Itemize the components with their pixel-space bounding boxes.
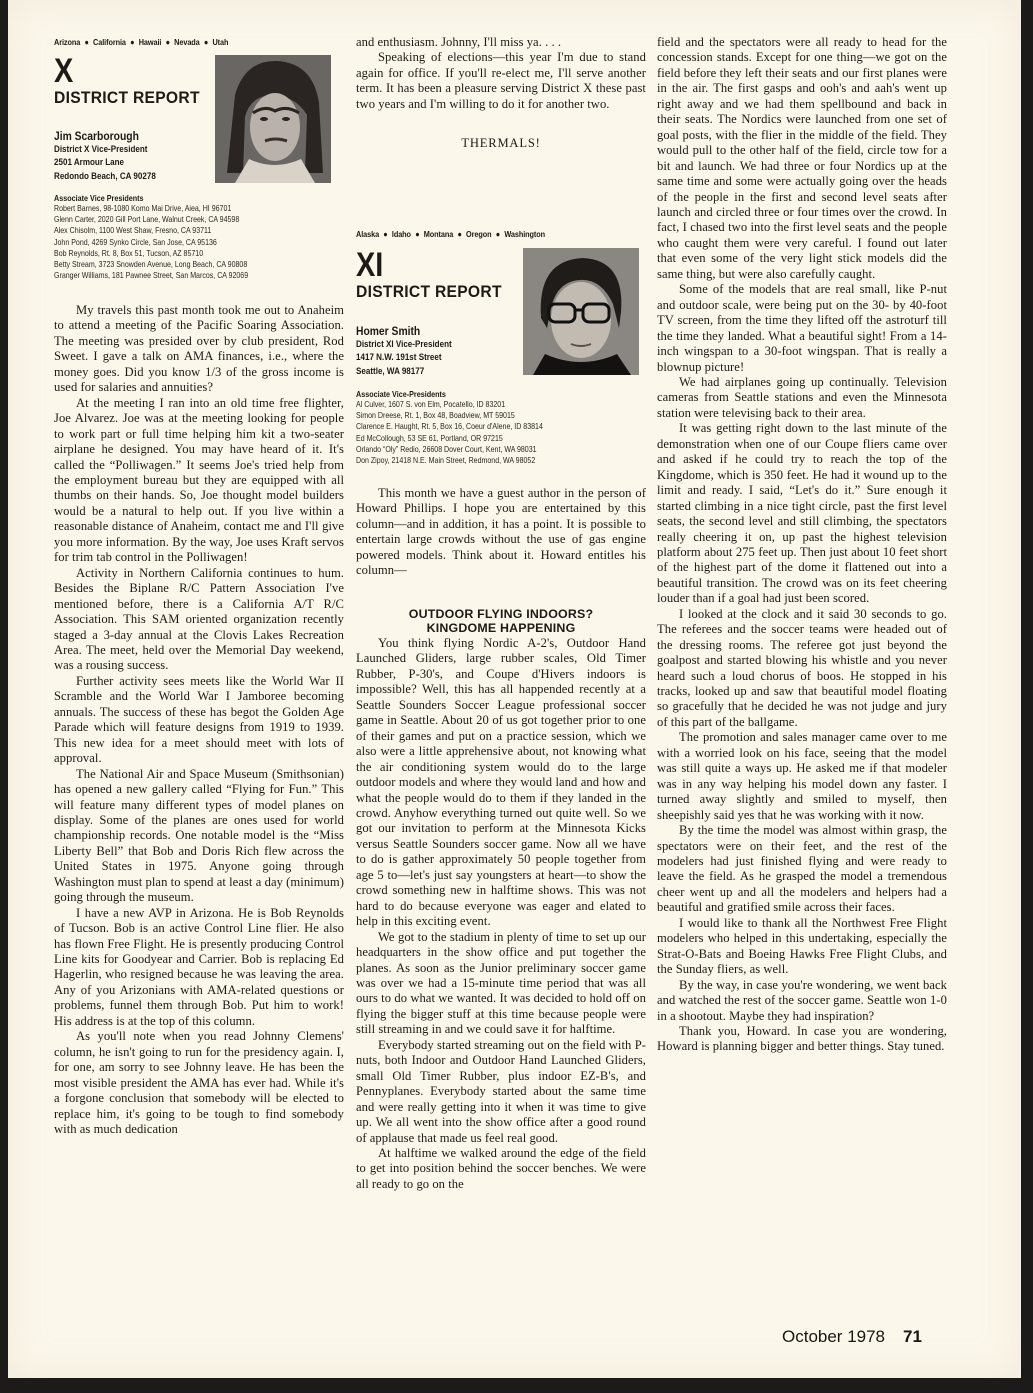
vp-address-line-1: 1417 N.W. 191st Street — [356, 352, 442, 364]
issue-date: October 1978 — [782, 1327, 886, 1346]
paragraph: Some of the models that are real small, like P-nut and outdoor scale, were being put on the 30- by 40-foot TV screen, from the time they lifted off the astroturf till the time they landed. What a beautiful sight! From a 14-inch wingspan to a 30-foot wingspan. That is really a blownup picture! — [657, 282, 947, 374]
paragraph: We had airplanes going up continually. Television cameras from Seattle stations and even the Minnesota station were televising back to their area. — [657, 374, 947, 420]
associate-entry: Orlando “Oly” Redio, 26608 Dover Court, Kent, WA 98031 — [356, 444, 537, 454]
associate-entry: Ed McCollough, 53 SE 61, Portland, OR 97215 — [356, 433, 503, 443]
associate-entry: Robert Barnes, 98-1080 Komo Mai Drive, Aiea, HI 96701 — [54, 204, 232, 213]
article-heading-line-2: KINGDOME HAPPENING — [426, 621, 576, 635]
district-x-states: Arizona ● California ● Hawaii ● Nevada ● Utah — [54, 37, 229, 47]
paragraph: At the meeting I ran into an old time free flighter, Joe Alvarez. Joe was at the meeting looking for people to work part or full time helping him kit a two-seater airplane he designed. You may have heard of it. It's called the “Polliwagen.” It seems Joe's tried help from the employment bureau but they are equipped with all thumbs on their hands. So, Joe thought model builders would be a natural to help out. If you live within a reasonable distance of Anaheim, contact me and I'll give you more information. By the way, Joe uses Kraft servos for trim tab control in the Polliwagen! — [54, 395, 344, 565]
associate-entry: Simon Dreese, Rt. 1, Box 48, Boadview, MT 59015 — [356, 411, 515, 421]
paragraph: At halftime we walked around the edge of the field to get into position behind the soccer benches. We were all ready to go on the — [356, 1145, 646, 1191]
district-xi-states: Alaska ● Idaho ● Montana ● Oregon ● Washington — [356, 229, 546, 239]
associate-entry: Clarence E. Haught, Rt. 5, Box 16, Coeur d'Alene, ID 83814 — [356, 422, 543, 432]
paragraph: This month we have a guest author in the person of Howard Phillips. I hope you are entertained by this column—and in addition, it has a point. It is possible to entertain large crowds without the use of gas engine powered models. Think about it. Howard entitles his column— — [356, 486, 646, 578]
paragraph: field and the spectators were all ready to head for the concession stands. Except for one thing—we got on the field before they left their seats and our first planes were in the air. The first gasps and ooh's and aah's went up right away and we had them spellbound and back in their seats. The Nordics were launched from one set of goal posts, with the flier in the middle of the field. They would pull to the other half of the field, circle tow for a bit and launch. We had three or four Nordics up at the same time and some were actually going over the heads of the people in the first and second level seats after launch and circled three or four times over the crowd. In fact, I chased two into the first level seats and the people who caught them were very careful. I found out later that even some of the very light stick models did the same thing, but were also carefully caught. — [657, 35, 947, 281]
associates-heading: Associate Vice Presidents — [54, 193, 144, 203]
paragraph: You think flying Nordic A-2's, Outdoor Hand Launched Gliders, large rubber scales, Old Timer Rubber, P-30's, and Coupe d'Hivers indoors is impossible? Well, this has all happended recently at a Seattle Sounders Soccer League professional soccer game in Seattle. About 20 of us got together prior to one of their games and put on a practice session, which we also were a little apprehensive about, not knowing what the air conditioning system would do to the large outdoor models and where they would land and how and what the people would do to them if they landed in the crowd. Anyhow everything turned out quite well. So we got our invitation to perform at the Minnesota Kicks versus Seattle Sounders soccer game. Now all we have to do is gather approximately 50 people together from age 5 to—let's just say youngsters at heart—to show the crowd something new in halftime shows. This was not hard to do because everyone was eager and elated to help in this exciting event. — [356, 636, 646, 929]
district-x-vp-photo — [215, 55, 331, 183]
district-x-article-continued — [356, 35, 646, 112]
associate-entry: Al Culver, 1607 S. von Elm, Pocatello, ID 83201 — [356, 400, 506, 409]
article-heading — [356, 607, 646, 635]
vp-name: Jim Scarborough — [54, 129, 139, 143]
district-xi-article-continued — [657, 35, 947, 1055]
paragraph: My travels this past month took me out to Anaheim to attend a meeting of the Pacific Soaring Association. The meeting was presided over by club president, Rod Sweet. I gave a talk on AMA finances, i.e., where the money goes. Did you know 1/3 of the gross income is used for salaries and annuities? — [54, 303, 344, 395]
district-xi-vp-photo — [523, 248, 639, 375]
article-heading-line-1: OUTDOOR FLYING INDOORS? — [408, 607, 594, 621]
paragraph: Thank you, Howard. In case you are wondering, Howard is planning bigger and better things. Stay tuned. — [657, 1024, 947, 1054]
associates-heading: Associate Vice-Presidents — [356, 389, 446, 399]
paragraph: We got to the stadium in plenty of time to set up our headquarters in the show office and put together the planes. As soon as the Junior preliminary soccer game was over we had a 15-minute time period that was all ours to do what we wanted. It was decided to hold off on flying the bigger stuff at this time because people were still streaming in and we could save it for halftime. — [356, 929, 646, 1037]
paragraph: As you'll note when you read Johnny Clemens' column, he isn't going to run for the presidency again. I, for one, am sorry to see Johnny leave. He has been the most visible president the AMA has ever had. While it's a forgone conclusion that somebody will be elected to replace him, it's going to be tough to find somebody with as much dedication — [54, 1029, 344, 1137]
paragraph: I looked at the clock and it said 30 seconds to go. The referees and the soccer teams were headed out of the dressing rooms. The referee got just beyond the goalpost and started blowing his whistle and you never heard such a loud chorus of boos. He stopped in his tracks, looked up and saw that beautiful model floating so gracefully that he decided he was not judge and jury of this part of the ballgame. — [657, 606, 947, 729]
paragraph: Speaking of elections—this year I'm due to stand again for office. If you'll re-elect me, I'll serve another term. It has been a pleasure serving District X these past two years and I'm willing to do it for another two. — [356, 50, 646, 111]
portrait-image — [523, 248, 639, 375]
associate-entry: Bob Reynolds, Rt. 8, Box 51, Tucson, AZ 85710 — [54, 248, 204, 258]
associate-entry: Don Zipoy, 21418 N.E. Main Street, Redmond, WA 98052 — [356, 456, 536, 466]
paragraph: Activity in Northern California continues to hum. Besides the Biplane R/C Pattern Association I've mentioned before, there is a California A/T R/C Association. This SAM oriented organization recently staged a 3-day annual at the Clovis Lakes Recreation Area. The meet, held over the Memorial Day weekend, was a rousing success. — [54, 565, 344, 673]
district-xi-title: DISTRICT REPORT — [356, 282, 502, 301]
paragraph: Further activity sees meets like the World War II Scramble and the World War I Jamboree becoming annuals. The success of these has begot the Golden Age Parade which will feature designs from 1919 to 1939. This new idea for a meet should meet with lots of approval. — [54, 673, 344, 766]
vp-address-line-1: 2501 Armour Lane — [54, 157, 125, 169]
district-x-associates — [54, 193, 280, 281]
page-footer — [782, 1327, 922, 1347]
vp-address-line-2: Redondo Beach, CA 90278 — [54, 170, 156, 182]
paragraph: I would like to thank all the Northwest Free Flight modelers who helped in this undertaking, especially the Strat-O-Bats and Boeing Hawks Free Flight Clubs, and the Sunday fliers, as well. — [657, 915, 947, 977]
portrait-image — [215, 55, 331, 183]
paragraph: By the time the model was almost within grasp, the spectators were on their feet, and the rest of the modelers had just finished flying and were ready to leave the field. As he grasped the model a tremendous cheer went up and all the modelers and helpers had a beautiful and gratified smile across their faces. — [657, 823, 947, 915]
paragraph: The promotion and sales manager came over to me with a worried look on his face, seeing that the model was still quite a ways up. He asked me if that modeler was in any way helping his model down any faster. I turned away slightly and smiled to myself, then sheepishly said yes that he was working with it now. — [657, 730, 947, 822]
vp-role: District XI Vice-President — [356, 339, 452, 350]
paragraph: It was getting right down to the last minute of the demonstration when one of our Coupe fliers came over and asked if he could try to reach the top of the Kingdome, which is 350 feet. He had it wound up to the limit and ready. I said, “Let's do it.” Sure enough it started climbing in a nice tight circle, past the first level seats, the second level and still climbing, the spectators really cheering it on, up past the highest television platform about 275 feet up. Then just about 10 feet short of the highest part of the dome it flattened out into a beautiful transition. The crowd was on its feet cheering louder than if a goal had just been scored. — [657, 421, 947, 606]
paragraph: and enthusiasm. Johnny, I'll miss ya. . . . — [356, 35, 562, 49]
district-xi-numeral: XI — [356, 246, 384, 284]
district-xi-article-body — [356, 636, 646, 1192]
district-x-vp-block — [54, 129, 175, 183]
district-x-article-body — [54, 303, 344, 1137]
district-x-title: DISTRICT REPORT — [54, 88, 200, 107]
district-x-numeral: X — [54, 52, 74, 90]
associate-entry: Alex Chisolm, 1100 West Shaw, Fresno, CA 93711 — [54, 226, 212, 236]
paragraph: By the way, in case you're wondering, we went back and watched the rest of the soccer game. Seattle won 1-0 in a shootout. Maybe they had inspiration? — [657, 977, 947, 1023]
associate-entry: John Pond, 4269 Synko Circle, San Jose, CA 95136 — [54, 237, 217, 247]
associate-entry: Glenn Carter, 2020 Gill Port Lane, Walnut Creek, CA 94598 — [54, 215, 240, 225]
district-xi-intro — [356, 486, 646, 579]
associate-entry: Granger Williams, 181 Pawnee Street, San Marcos, CA 92069 — [54, 271, 249, 281]
vp-address-line-2: Seattle, WA 98177 — [356, 365, 425, 377]
paragraph: The National Air and Space Museum (Smithsonian) has opened a new gallery called “Flying for Fun.” This will feature many different types of model planes on display. Some of the planes are ones used for world championship records. One notable model is the “Miss Liberty Bell” that Bob and Doris Rich flew across the United States in 1975. Anyone going through Washington must plan to spend at least a day (minimum) going through the museum. — [54, 766, 344, 905]
paragraph: I have a new AVP in Arizona. He is Bob Reynolds of Tucson. Bob is an active Control Line flier. He also has flown Free Flight. He is presently producing Control Line kits for Goodyear and Carrier. Bob is replacing Ed Hagerlin, who resigned because he was leaving the area. Any of you Arizonians with AMA-related questions or problems, funnel them through Bob. Put him to work! His address is at the top of this column. — [54, 905, 344, 1028]
page-number: 71 — [903, 1327, 922, 1346]
district-x-signoff: THERMALS! — [461, 136, 541, 150]
magazine-page — [8, 0, 1021, 1378]
vp-role: District X Vice-President — [54, 144, 148, 155]
paragraph: Everybody started streaming out on the field with P-nuts, both Indoor and Outdoor Hand Launched Gliders, small Old Timer Rubber, plus indoor EZ-B's, and Pennyplanes. Everybody started about the same time and were really getting into it when it was time to give up. We all went into the show office after a good round of applause that made us feel real good. — [356, 1037, 646, 1145]
district-xi-vp-block — [356, 324, 470, 378]
associate-entry: Betty Stream, 3723 Snowden Avenue, Long Beach, CA 90808 — [54, 260, 248, 270]
vp-name: Homer Smith — [356, 324, 421, 338]
district-xi-associates — [356, 389, 573, 466]
